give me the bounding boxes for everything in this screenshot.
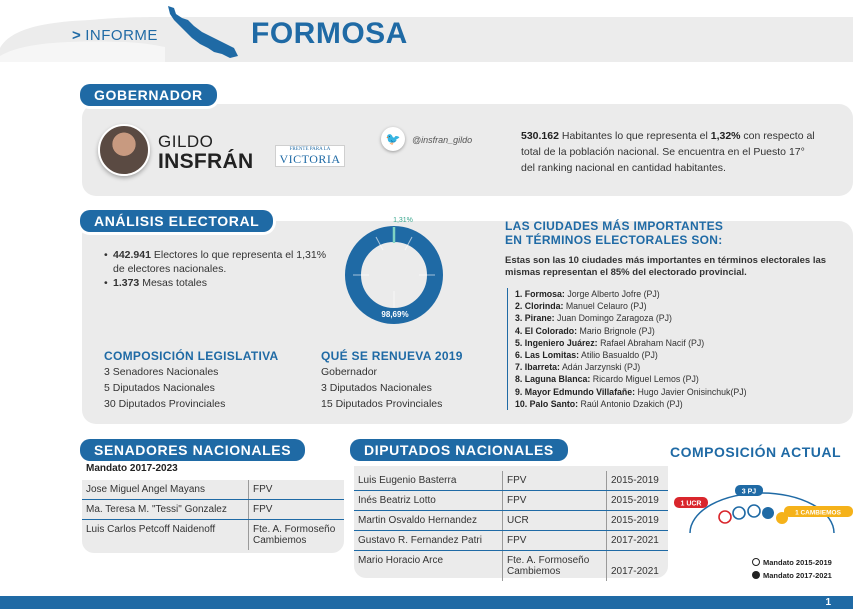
governor-first-name: GILDO (158, 132, 214, 151)
list-item: 15 Diputados Provinciales (321, 398, 443, 410)
table-row (82, 480, 344, 500)
cities-title: LAS CIUDADES MÁS IMPORTANTES EN TÉRMINOS ELECTORALES SON: (505, 219, 724, 247)
table-row (354, 511, 668, 531)
senator-name: Ma. Teresa M. "Tessi" Gonzalez (86, 504, 227, 515)
open-circle-icon (752, 558, 760, 566)
province-map-icon (164, 4, 240, 60)
renueva-title: QUÉ SE RENUEVA 2019 (321, 349, 463, 363)
deputy-name: Luis Eugenio Basterra (358, 475, 457, 486)
legend-item-2017: Mandato 2017-2021 (752, 569, 832, 582)
electors-donut-chart (342, 213, 446, 325)
renueva-list (321, 364, 442, 412)
cities-list (507, 288, 747, 410)
report-label: > INFORME (72, 27, 158, 44)
senadores-section-title: SENADORES NACIONALES (80, 439, 305, 461)
donut-big-label: 98,69% (381, 310, 409, 319)
footer-bar (0, 596, 853, 609)
deputy-period: 2015-2019 (606, 511, 668, 530)
composicion-legend (752, 556, 832, 582)
deputy-period: 2015-2019 (606, 471, 668, 490)
population-text: 530.162 Habitantes lo que representa el 1,32% con respecto al total de la población nacional. Se encuentra en el Puesto 17° del ranking nacional en cantidad habitantes. (521, 130, 815, 174)
list-item: 30 Diputados Provinciales (104, 398, 226, 410)
deputy-party: UCR (502, 511, 606, 530)
composicion-legislativa-list (104, 364, 225, 412)
analisis-section-title: ANÁLISIS ELECTORAL (80, 210, 273, 232)
deputy-party: FPV (502, 491, 606, 510)
electors-stat: • 442.941 Electores lo que representa el 1,31% de electores nacionales. (104, 248, 329, 276)
deputy-party: FPV (502, 531, 606, 550)
mesas-stat: • 1.373 Mesas totales (104, 276, 329, 290)
senadores-table (82, 480, 344, 550)
list-item: Gobernador (321, 366, 378, 378)
deputy-period: 2017-2021 (606, 531, 668, 550)
donut-small-label: 1,31% (393, 217, 413, 224)
deputy-period: 2017-2021 (606, 551, 668, 581)
list-item: 6. Las Lomitas: Atilio Basualdo (PJ) (515, 350, 658, 361)
deputy-party: Fte. A. Formoseño Cambiemos (502, 551, 606, 581)
table-row (354, 531, 668, 551)
table-row (82, 520, 344, 550)
seat-arc-chart (672, 481, 853, 541)
deputy-name: Martin Osvaldo Hernandez (358, 515, 477, 526)
senator-party: Fte. A. Formoseño Cambiemos (248, 520, 344, 550)
list-item: 7. Ibarreta: Adán Jarzynski (PJ) (515, 362, 641, 373)
twitter-handle[interactable]: @insfran_gildo (412, 135, 473, 145)
deputy-name: Gustavo R. Fernandez Patri (358, 535, 482, 546)
label-cambiemos: 1 CAMBIEMOS (795, 509, 841, 517)
senator-party: FPV (248, 500, 344, 519)
seat-pj-2 (748, 505, 760, 517)
cities-intro: Estas son las 10 ciudades más importantes en términos electorales las mismas representan el 85% del electorado provincial. (505, 255, 827, 278)
list-item: 5. Ingeniero Juárez: Rafael Abraham Nacif (PJ) (515, 337, 705, 348)
deputy-name: Mario Horacio Arce (358, 555, 444, 566)
label-pj: 3 PJ (741, 488, 757, 496)
seat-pj-3 (762, 507, 774, 519)
chevron-right-icon: > (72, 27, 82, 44)
party-logo: FRENTE PARA LA VICTORIA (275, 145, 345, 167)
governor-avatar (98, 124, 150, 176)
composicion-actual-title: COMPOSICIÓN ACTUAL (670, 444, 842, 460)
senator-name: Luis Carlos Petcoff Naidenoff (86, 524, 216, 535)
composicion-legislativa-title: COMPOSICIÓN LEGISLATIVA (104, 349, 279, 363)
list-item: 10. Palo Santo: Raúl Antonio Dzakich (PJ) (515, 398, 683, 409)
filled-circle-icon (752, 571, 760, 579)
list-item: 3. Pirane: Juan Domingo Zaragoza (PJ) (515, 313, 672, 324)
legend-item-2015: Mandato 2015-2019 (752, 556, 832, 569)
table-row (354, 551, 668, 581)
label-ucr: 1 UCR (680, 500, 702, 508)
senadores-mandato: Mandato 2017-2023 (86, 463, 178, 474)
list-item: 4. El Colorado: Mario Brignole (PJ) (515, 325, 655, 336)
table-row (354, 471, 668, 491)
page-number: 1 (825, 597, 831, 608)
seat-ucr (719, 511, 731, 523)
list-item: 2. Clorinda: Manuel Celauro (PJ) (515, 301, 647, 312)
table-row (354, 491, 668, 511)
page-title: FORMOSA (251, 17, 408, 50)
deputy-name: Inés Beatriz Lotto (358, 495, 436, 506)
gobernador-section-title: GOBERNADOR (80, 84, 217, 106)
deputy-party: FPV (502, 471, 606, 490)
senator-party: FPV (248, 480, 344, 499)
list-item: 1. Formosa: Jorge Alberto Jofre (PJ) (515, 289, 660, 299)
deputy-period: 2015-2019 (606, 491, 668, 510)
twitter-icon[interactable]: 🐦 (381, 127, 405, 151)
list-item: 9. Mayor Edmundo Villafañe: Hugo Javier Onisinchuk(PJ) (515, 386, 747, 397)
senator-name: Jose Miguel Angel Mayans (86, 484, 205, 495)
table-row (82, 500, 344, 520)
list-item: 3 Diputados Nacionales (321, 382, 432, 394)
list-item: 3 Senadores Nacionales (104, 366, 219, 378)
seat-pj-1 (733, 507, 745, 519)
governor-last-name: INSFRÁN (158, 150, 254, 173)
electoral-stats (104, 248, 329, 290)
list-item: 8. Laguna Blanca: Ricardo Miguel Lemos (PJ) (515, 374, 699, 385)
seat-cambiemos (776, 512, 788, 524)
diputados-section-title: DIPUTADOS NACIONALES (350, 439, 568, 461)
diputados-table (354, 471, 668, 581)
list-item: 5 Diputados Nacionales (104, 382, 215, 394)
